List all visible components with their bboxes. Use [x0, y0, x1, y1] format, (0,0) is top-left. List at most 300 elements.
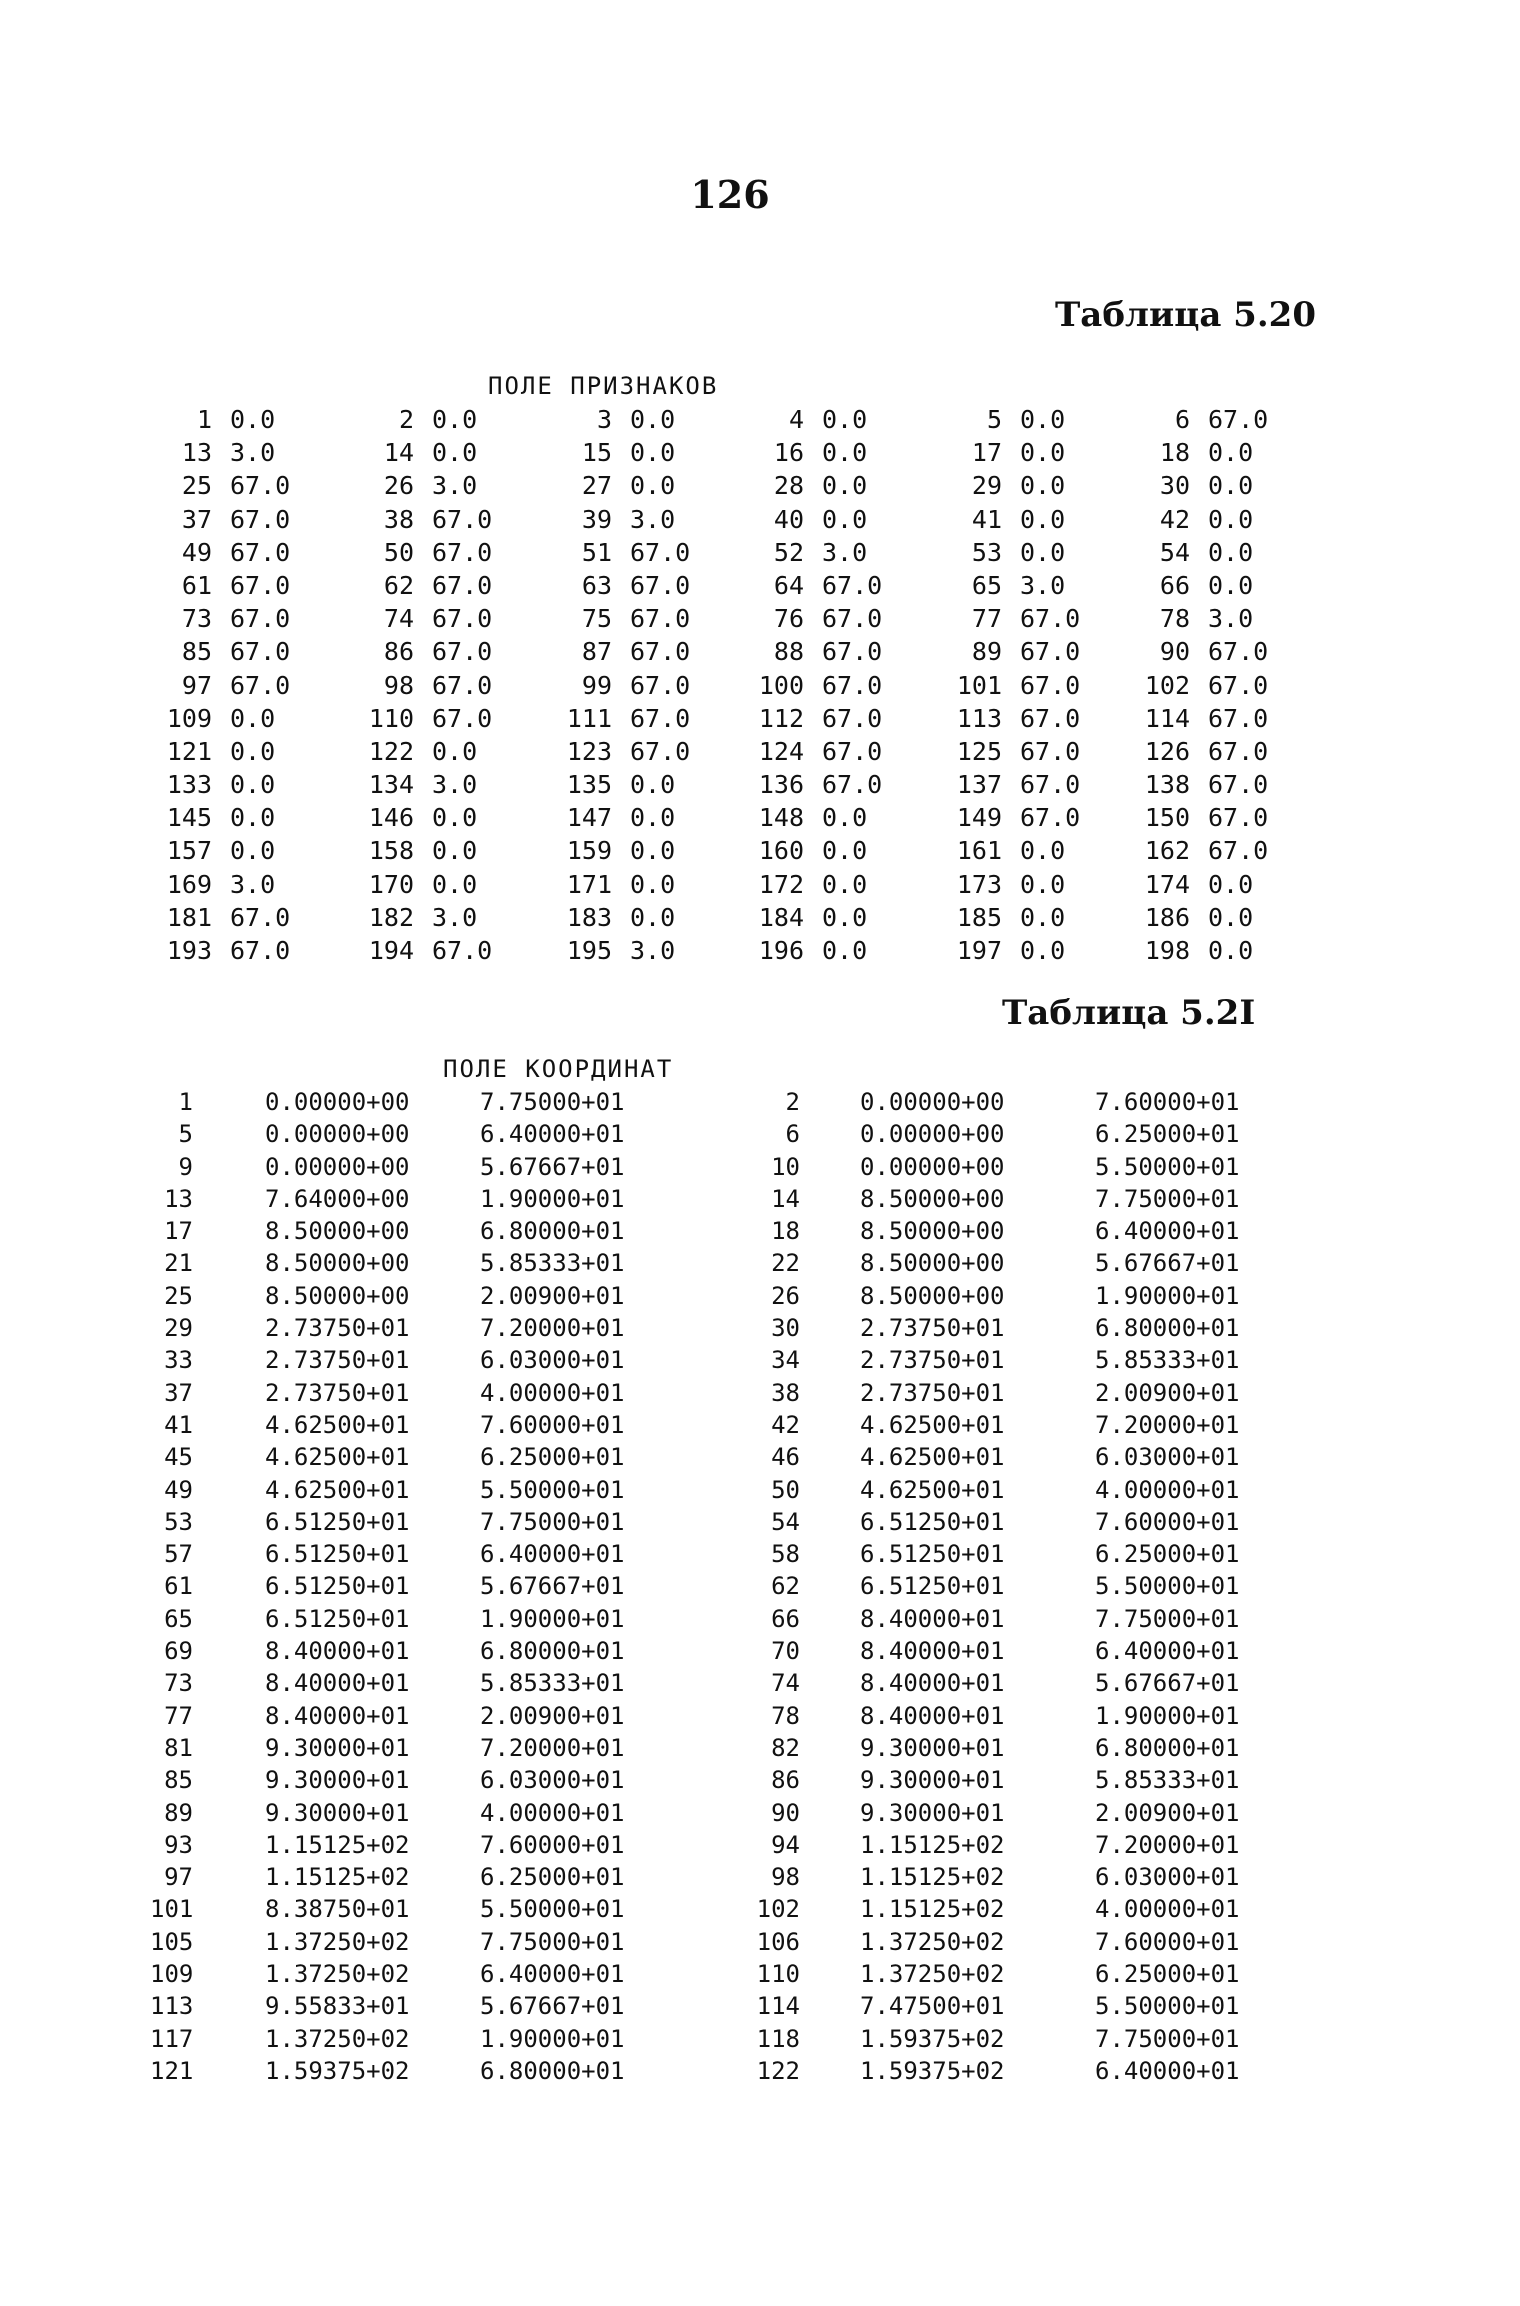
table-5-20-cell-value: 0.0 — [432, 869, 478, 899]
table-5-20-cell-index: 159 — [566, 836, 612, 866]
table-5-21-index: 13 — [164, 1184, 193, 1213]
table-5-20-cell-index: 29 — [971, 471, 1002, 501]
table-5-20-cell-value: 67.0 — [630, 570, 691, 600]
table-5-20-cell-index: 110 — [368, 703, 414, 733]
table-5-21-index: 57 — [164, 1540, 193, 1569]
table-5-20-cell-index: 194 — [368, 936, 414, 965]
table-5-21-x: 4.62500+01 — [265, 1410, 410, 1439]
table-5-21-y: 6.03000+01 — [1095, 1863, 1240, 1892]
table-5-20-cell-value: 0.0 — [230, 703, 276, 733]
table-5-20-cell-value: 0.0 — [630, 770, 676, 800]
table-5-20-cell-index: 157 — [166, 836, 212, 866]
table-5-21-y: 7.20000+01 — [480, 1314, 625, 1343]
table-5-21-index: 2 — [785, 1088, 800, 1116]
table-5-20-cell-value: 0.0 — [1020, 936, 1066, 965]
table-5-21-x: 8.40000+01 — [860, 1604, 1005, 1633]
table-5-20-cell-index: 42 — [1159, 504, 1190, 534]
table-5-21-index: 117 — [150, 2024, 194, 2053]
table-5-20-cell-value: 0.0 — [630, 836, 676, 866]
table-5-20-cell-index: 4 — [788, 405, 804, 434]
table-5-20-cell-value: 67.0 — [432, 570, 493, 600]
table-5-20-cell-index: 30 — [1159, 471, 1190, 501]
table-5-20-cell-index: 18 — [1159, 438, 1190, 468]
table-5-20-cell-value: 67.0 — [230, 471, 291, 501]
table-5-20-cell-value: 67.0 — [432, 504, 493, 534]
table-5-21-index: 62 — [771, 1572, 800, 1601]
table-5-21-index: 34 — [771, 1346, 800, 1375]
table-5-21-x: 1.37250+02 — [265, 1927, 410, 1956]
table-5-20-caption: Таблица 5.20 — [1055, 295, 1316, 335]
table-5-20-cell-value: 0.0 — [230, 803, 276, 833]
table-5-21-y: 6.40000+01 — [480, 1120, 625, 1149]
table-5-21-x: 8.50000+00 — [860, 1217, 1005, 1246]
table-5-20-cell-value: 67.0 — [230, 637, 291, 667]
table-5-20-cell-value: 0.0 — [630, 869, 676, 899]
table-5-20-cell-value: 0.0 — [1020, 438, 1066, 468]
table-5-20-cell-value: 67.0 — [822, 670, 883, 700]
table-5-21-index: 121 — [150, 2056, 194, 2085]
table-5-20-cell-index: 28 — [773, 471, 804, 501]
table-5-21-y: 2.00900+01 — [1095, 1378, 1240, 1407]
table-5-20-cell-value: 67.0 — [432, 637, 493, 667]
table-5-21-index: 70 — [771, 1637, 800, 1666]
table-5-20-cell-index: 134 — [368, 770, 414, 800]
table-5-20-cell-value: 0.0 — [1020, 869, 1066, 899]
table-5-20-cell-value: 67.0 — [1020, 803, 1081, 833]
table-5-20-cell-value: 67.0 — [630, 703, 691, 733]
table-5-20-cell-value: 0.0 — [822, 438, 868, 468]
table-5-20-cell-value: 67.0 — [1020, 736, 1081, 766]
table-5-20-cell-value: 0.0 — [1208, 537, 1254, 567]
table-5-20-cell-index: 41 — [971, 504, 1002, 534]
table-5-20-cell-index: 98 — [383, 670, 414, 700]
table-5-21-x: 2.73750+01 — [860, 1314, 1005, 1343]
table-5-21-index: 45 — [164, 1443, 193, 1472]
table-5-21-index: 18 — [771, 1217, 800, 1246]
table-5-21-index: 17 — [164, 1217, 193, 1246]
table-5-20-cell-value: 67.0 — [432, 936, 493, 965]
table-5-20-cell-value: 67.0 — [230, 504, 291, 534]
table-5-20-cell-value: 0.0 — [1208, 471, 1254, 501]
table-5-20-cell-index: 171 — [566, 869, 612, 899]
table-5-20-cell-index: 38 — [383, 504, 414, 534]
table-5-21-y: 6.40000+01 — [1095, 1637, 1240, 1666]
table-5-21-index: 81 — [164, 1733, 193, 1762]
table-5-20-cell-index: 193 — [166, 936, 212, 965]
table-5-20-cell-value: 3.0 — [1208, 604, 1254, 634]
table-5-20-cell-index: 26 — [383, 471, 414, 501]
table-5-21-y: 5.67667+01 — [480, 1992, 625, 2021]
table-5-20-cell-index: 65 — [971, 570, 1002, 600]
table-5-21-index: 74 — [771, 1669, 800, 1698]
table-5-20-cell-index: 89 — [971, 637, 1002, 667]
table-5-21-x: 1.15125+02 — [860, 1863, 1005, 1892]
table-5-20-cell-value: 0.0 — [1020, 504, 1066, 534]
table-5-20-cell-index: 66 — [1159, 570, 1190, 600]
table-5-20-cell-index: 54 — [1159, 537, 1190, 567]
table-5-20-cell-index: 37 — [181, 504, 212, 534]
table-5-20-cell-value: 0.0 — [432, 405, 478, 434]
table-5-21-index: 37 — [164, 1378, 193, 1407]
table-5-21-y: 7.60000+01 — [1095, 1927, 1240, 1956]
table-5-20-cell-value: 3.0 — [432, 471, 478, 501]
table-5-20-cell-value: 3.0 — [822, 537, 868, 567]
table-5-21-x: 8.40000+01 — [265, 1669, 410, 1698]
table-5-21-index: 25 — [164, 1281, 193, 1310]
table-5-20-cell-index: 112 — [758, 703, 804, 733]
table-5-20-cell-index: 64 — [773, 570, 804, 600]
table-5-21-x: 9.30000+01 — [265, 1798, 410, 1827]
table-5-21-index: 41 — [164, 1410, 193, 1439]
table-5-21-x: 1.15125+02 — [265, 1863, 410, 1892]
table-5-20-cell-index: 173 — [956, 869, 1002, 899]
table-5-20-cell-index: 109 — [166, 703, 212, 733]
table-5-20-cell-index: 124 — [758, 736, 804, 766]
table-5-21-y: 5.85333+01 — [480, 1249, 625, 1278]
table-5-20-cell-index: 169 — [166, 869, 212, 899]
table-5-21-y: 4.00000+01 — [1095, 1475, 1240, 1504]
table-5-21-x: 6.51250+01 — [265, 1540, 410, 1569]
table-5-21-x: 0.00000+00 — [860, 1152, 1005, 1181]
table-5-21-x: 1.15125+02 — [860, 1830, 1005, 1859]
table-5-20-cell-value: 0.0 — [1208, 869, 1254, 899]
table-5-20-cell-value: 0.0 — [822, 471, 868, 501]
table-5-21-y: 7.20000+01 — [480, 1733, 625, 1762]
table-5-20-cell-value: 0.0 — [432, 803, 478, 833]
table-5-21-x: 9.30000+01 — [265, 1766, 410, 1795]
table-5-20-cell-value: 67.0 — [230, 570, 291, 600]
table-5-20-cell-index: 114 — [1144, 703, 1190, 733]
table-5-21-index: 93 — [164, 1830, 193, 1859]
table-5-21-x: 4.62500+01 — [860, 1475, 1005, 1504]
table-5-20-cell-index: 161 — [956, 836, 1002, 866]
table-5-21-x: 2.73750+01 — [265, 1378, 410, 1407]
table-5-21-y: 6.40000+01 — [480, 1540, 625, 1569]
table-5-20-cell-index: 3 — [596, 405, 612, 434]
table-5-21-x: 8.50000+00 — [860, 1249, 1005, 1278]
table-5-21-y: 6.80000+01 — [480, 1637, 625, 1666]
table-5-21-y: 6.40000+01 — [1095, 1217, 1240, 1246]
table-5-21-index: 58 — [771, 1540, 800, 1569]
table-5-20-cell-index: 185 — [956, 902, 1002, 932]
table-5-20-cell-index: 146 — [368, 803, 414, 833]
table-5-20-cell-value: 67.0 — [822, 604, 883, 634]
table-5-21-index: 98 — [771, 1863, 800, 1892]
table-5-20-cell-index: 123 — [566, 736, 612, 766]
table-5-21-index: 1 — [178, 1088, 193, 1116]
table-5-20-cell-index: 100 — [758, 670, 804, 700]
table-5-20-cell-index: 160 — [758, 836, 804, 866]
table-5-20-cell-value: 0.0 — [432, 836, 478, 866]
table-5-21-y: 4.00000+01 — [480, 1378, 625, 1407]
table-5-20-cell-value: 67.0 — [1208, 670, 1269, 700]
table-5-20-cell-index: 14 — [383, 438, 414, 468]
table-5-20-cell-value: 0.0 — [822, 803, 868, 833]
table-5-21-index: 38 — [771, 1378, 800, 1407]
table-5-20-cell-value: 67.0 — [1020, 703, 1081, 733]
table-5-21-x: 4.62500+01 — [265, 1443, 410, 1472]
table-5-20-cell-value: 67.0 — [230, 670, 291, 700]
table-5-21-x: 8.50000+00 — [265, 1281, 410, 1310]
table-5-21-x: 9.30000+01 — [860, 1798, 1005, 1827]
table-5-21-index: 85 — [164, 1766, 193, 1795]
table-5-21-index: 105 — [150, 1927, 194, 1956]
table-5-20-cell-index: 62 — [383, 570, 414, 600]
table-5-21-y: 7.60000+01 — [480, 1410, 625, 1439]
table-5-20-cell-value: 0.0 — [822, 504, 868, 534]
table-5-21-index: 78 — [771, 1701, 800, 1730]
table-5-20-cell-value: 0.0 — [230, 736, 276, 766]
table-5-20-cell-index: 15 — [581, 438, 612, 468]
table-5-20-cell-index: 162 — [1144, 836, 1190, 866]
table-5-20-cell-value: 67.0 — [822, 770, 883, 800]
table-5-21-y: 1.90000+01 — [480, 1604, 625, 1633]
table-5-21-y: 2.00900+01 — [480, 1701, 625, 1730]
table-5-21-index: 6 — [785, 1120, 800, 1149]
table-5-20-cell-value: 0.0 — [630, 803, 676, 833]
table-5-20-cell-value: 3.0 — [230, 438, 276, 468]
table-5-21-y: 7.20000+01 — [1095, 1410, 1240, 1439]
table-5-20-cell-index: 85 — [181, 637, 212, 667]
table-5-20-cell-value: 67.0 — [630, 537, 691, 567]
table-5-20-cell-value: 67.0 — [630, 637, 691, 667]
table-5-21-index: 110 — [756, 1960, 800, 1989]
table-5-21-index: 77 — [164, 1701, 193, 1730]
table-5-21-y: 5.67667+01 — [1095, 1249, 1240, 1278]
table-5-20-cell-value: 0.0 — [822, 902, 868, 932]
table-5-21-x: 9.30000+01 — [265, 1733, 410, 1762]
table-5-21-x: 6.51250+01 — [265, 1572, 410, 1601]
table-5-20-cell-value: 0.0 — [1020, 405, 1066, 434]
table-5-20-cell-value: 0.0 — [822, 836, 868, 866]
table-5-20-cell-index: 90 — [1159, 637, 1190, 667]
table-5-21-index: 46 — [771, 1443, 800, 1472]
table-5-21-index: 102 — [756, 1895, 800, 1924]
table-5-21-index: 49 — [164, 1475, 193, 1504]
table-5-21-x: 8.40000+01 — [265, 1637, 410, 1666]
table-5-20-cell-index: 186 — [1144, 902, 1190, 932]
table-5-21-x: 1.59375+02 — [860, 2056, 1005, 2085]
table-5-20-cell-index: 148 — [758, 803, 804, 833]
table-5-21-x: 4.62500+01 — [860, 1443, 1005, 1472]
table-5-21-x: 8.38750+01 — [265, 1895, 410, 1924]
table-5-20-cell-value: 0.0 — [230, 836, 276, 866]
table-5-21-y: 1.90000+01 — [1095, 1701, 1240, 1730]
table-5-21-index: 90 — [771, 1798, 800, 1827]
table-5-20-cell-index: 197 — [956, 936, 1002, 965]
table-5-21-index: 65 — [164, 1604, 193, 1633]
table-5-21-x: 0.00000+00 — [860, 1088, 1005, 1116]
table-5-21-x: 8.40000+01 — [860, 1637, 1005, 1666]
table-5-20-cell-index: 174 — [1144, 869, 1190, 899]
table-5-21-y: 6.80000+01 — [1095, 1733, 1240, 1762]
table-5-20-cell-index: 76 — [773, 604, 804, 634]
table-5-21-y: 7.75000+01 — [1095, 2024, 1240, 2053]
table-5-21-index: 30 — [771, 1314, 800, 1343]
table-5-21-x: 4.62500+01 — [860, 1410, 1005, 1439]
table-5-20-cell-index: 138 — [1144, 770, 1190, 800]
table-5-20-cell-index: 97 — [181, 670, 212, 700]
table-5-21-x: 2.73750+01 — [860, 1346, 1005, 1375]
table-5-21-x: 1.15125+02 — [265, 1830, 410, 1859]
table-5-21-y: 6.25000+01 — [480, 1443, 625, 1472]
table-5-21-index: 69 — [164, 1637, 193, 1666]
table-5-20-cell-index: 17 — [971, 438, 1002, 468]
table-5-21-index: 26 — [771, 1281, 800, 1310]
table-5-20-cell-value: 0.0 — [1208, 936, 1254, 965]
table-5-20-cell-value: 67.0 — [1208, 770, 1269, 800]
table-5-20-cell-index: 39 — [581, 504, 612, 534]
table-5-21-caption: Таблица 5.2I — [1002, 993, 1256, 1033]
table-5-21-y: 2.00900+01 — [480, 1281, 625, 1310]
table-5-20-cell-value: 67.0 — [230, 537, 291, 567]
table-5-20-cell-value: 3.0 — [630, 936, 676, 965]
table-5-20-cell-index: 13 — [181, 438, 212, 468]
table-5-20-cell-index: 195 — [566, 936, 612, 965]
table-5-21-y: 5.67667+01 — [480, 1152, 625, 1181]
table-5-20-cell-index: 121 — [166, 736, 212, 766]
table-5-21-y: 6.80000+01 — [1095, 1314, 1240, 1343]
table-5-20-cell-value: 0.0 — [630, 471, 676, 501]
table-5-21-index: 14 — [771, 1184, 800, 1213]
table-5-20-cell-value: 67.0 — [822, 736, 883, 766]
table-5-21-y: 2.00900+01 — [1095, 1798, 1240, 1827]
table-5-21-x: 8.40000+01 — [265, 1701, 410, 1730]
table-5-21-y: 7.75000+01 — [480, 1927, 625, 1956]
table-5-20-cell-value: 0.0 — [1020, 902, 1066, 932]
table-5-21-x: 6.51250+01 — [265, 1507, 410, 1536]
table-5-20-cell-index: 145 — [166, 803, 212, 833]
page-number: 126 — [690, 172, 770, 217]
table-5-20-cell-index: 16 — [773, 438, 804, 468]
table-5-20-cell-value: 3.0 — [230, 869, 276, 899]
table-5-20-cell-value: 67.0 — [1020, 604, 1081, 634]
table-5-21-title: ПОЛЕ КООРДИНАТ — [443, 1055, 674, 1083]
table-5-20-cell-value: 0.0 — [630, 902, 676, 932]
table-5-21-index: 10 — [771, 1152, 800, 1181]
table-5-20-cell-index: 182 — [368, 902, 414, 932]
table-5-21-x: 8.40000+01 — [860, 1669, 1005, 1698]
table-5-21-y: 5.50000+01 — [480, 1895, 625, 1924]
table-5-21-y: 4.00000+01 — [480, 1798, 625, 1827]
table-5-20-cell-index: 126 — [1144, 736, 1190, 766]
table-5-21-grid — [150, 1090, 1295, 2091]
table-5-21-x: 1.59375+02 — [265, 2056, 410, 2085]
table-5-20-cell-index: 53 — [971, 537, 1002, 567]
table-5-20-cell-value: 67.0 — [230, 936, 291, 965]
table-5-21-y: 5.85333+01 — [1095, 1766, 1240, 1795]
table-5-20-cell-value: 0.0 — [1208, 570, 1254, 600]
table-5-21-x: 0.00000+00 — [860, 1120, 1005, 1149]
table-5-20-grid — [160, 407, 1268, 971]
table-5-21-x: 2.73750+01 — [265, 1314, 410, 1343]
table-5-21-x: 8.50000+00 — [265, 1249, 410, 1278]
table-5-21-y: 7.20000+01 — [1095, 1830, 1240, 1859]
table-5-20-cell-index: 196 — [758, 936, 804, 965]
table-5-20-cell-index: 1 — [196, 405, 212, 434]
table-5-21-y: 5.50000+01 — [1095, 1572, 1240, 1601]
table-5-20-cell-index: 113 — [956, 703, 1002, 733]
table-5-21-index: 29 — [164, 1314, 193, 1343]
table-5-20-cell-index: 184 — [758, 902, 804, 932]
table-5-21-index: 9 — [178, 1152, 193, 1181]
table-5-21-y: 6.80000+01 — [480, 2056, 625, 2085]
table-5-21-x: 9.30000+01 — [860, 1766, 1005, 1795]
table-5-20-cell-index: 50 — [383, 537, 414, 567]
table-5-20-cell-index: 181 — [166, 902, 212, 932]
table-5-21-y: 6.40000+01 — [480, 1960, 625, 1989]
table-5-20-cell-index: 135 — [566, 770, 612, 800]
table-5-20-cell-index: 40 — [773, 504, 804, 534]
table-5-20-cell-value: 0.0 — [432, 438, 478, 468]
table-5-21-x: 0.00000+00 — [265, 1088, 410, 1116]
table-5-21-x: 7.64000+00 — [265, 1184, 410, 1213]
table-5-20-cell-index: 125 — [956, 736, 1002, 766]
table-5-21-x: 2.73750+01 — [860, 1378, 1005, 1407]
table-5-21-x: 1.37250+02 — [265, 1960, 410, 1989]
table-5-20-cell-index: 2 — [398, 405, 414, 434]
table-5-21-y: 7.75000+01 — [480, 1507, 625, 1536]
table-5-21-x: 4.62500+01 — [265, 1475, 410, 1504]
table-5-20-cell-value: 67.0 — [230, 902, 291, 932]
table-5-21-y: 7.75000+01 — [480, 1088, 625, 1116]
table-5-20-cell-index: 87 — [581, 637, 612, 667]
table-5-21-x: 6.51250+01 — [860, 1507, 1005, 1536]
table-5-21-y: 1.90000+01 — [480, 1184, 625, 1213]
table-5-21-index: 22 — [771, 1249, 800, 1278]
table-5-21-x: 8.40000+01 — [860, 1701, 1005, 1730]
table-5-20-cell-index: 49 — [181, 537, 212, 567]
table-5-21-y: 5.85333+01 — [1095, 1346, 1240, 1375]
table-5-20-cell-index: 77 — [971, 604, 1002, 634]
table-5-21-index: 33 — [164, 1346, 193, 1375]
table-5-21-x: 8.50000+00 — [265, 1217, 410, 1246]
table-5-21-x: 8.50000+00 — [860, 1281, 1005, 1310]
table-5-20-cell-index: 101 — [956, 670, 1002, 700]
table-5-20-cell-index: 149 — [956, 803, 1002, 833]
table-5-20-cell-value: 67.0 — [230, 604, 291, 634]
table-5-21-index: 118 — [756, 2024, 800, 2053]
table-5-21-index: 86 — [771, 1766, 800, 1795]
table-5-21-index: 21 — [164, 1249, 193, 1278]
table-5-21-index: 61 — [164, 1572, 193, 1601]
table-5-21-y: 7.75000+01 — [1095, 1184, 1240, 1213]
table-5-20-cell-index: 158 — [368, 836, 414, 866]
table-5-21-y: 7.75000+01 — [1095, 1604, 1240, 1633]
table-5-21-y: 5.67667+01 — [480, 1572, 625, 1601]
table-5-21-y: 7.60000+01 — [1095, 1507, 1240, 1536]
table-5-20-cell-value: 0.0 — [630, 438, 676, 468]
table-5-21-index: 54 — [771, 1507, 800, 1536]
table-5-21-x: 8.50000+00 — [860, 1184, 1005, 1213]
table-5-20-cell-index: 52 — [773, 537, 804, 567]
table-5-21-x: 1.59375+02 — [860, 2024, 1005, 2053]
table-5-21-y: 5.50000+01 — [1095, 1992, 1240, 2021]
table-5-20-cell-value: 0.0 — [432, 736, 478, 766]
table-5-21-y: 6.03000+01 — [480, 1766, 625, 1795]
table-5-21-y: 5.85333+01 — [480, 1669, 625, 1698]
table-5-21-index: 97 — [164, 1863, 193, 1892]
table-5-20-cell-index: 5 — [986, 405, 1002, 434]
table-5-21-index: 89 — [164, 1798, 193, 1827]
table-5-20-cell-value: 0.0 — [230, 405, 276, 434]
table-5-21-x: 7.47500+01 — [860, 1992, 1005, 2021]
table-5-20-cell-value: 67.0 — [630, 736, 691, 766]
table-5-21-index: 101 — [150, 1895, 194, 1924]
table-5-21-y: 6.25000+01 — [480, 1863, 625, 1892]
table-5-20-cell-value: 67.0 — [1208, 836, 1269, 866]
table-5-21-index: 109 — [150, 1960, 194, 1989]
